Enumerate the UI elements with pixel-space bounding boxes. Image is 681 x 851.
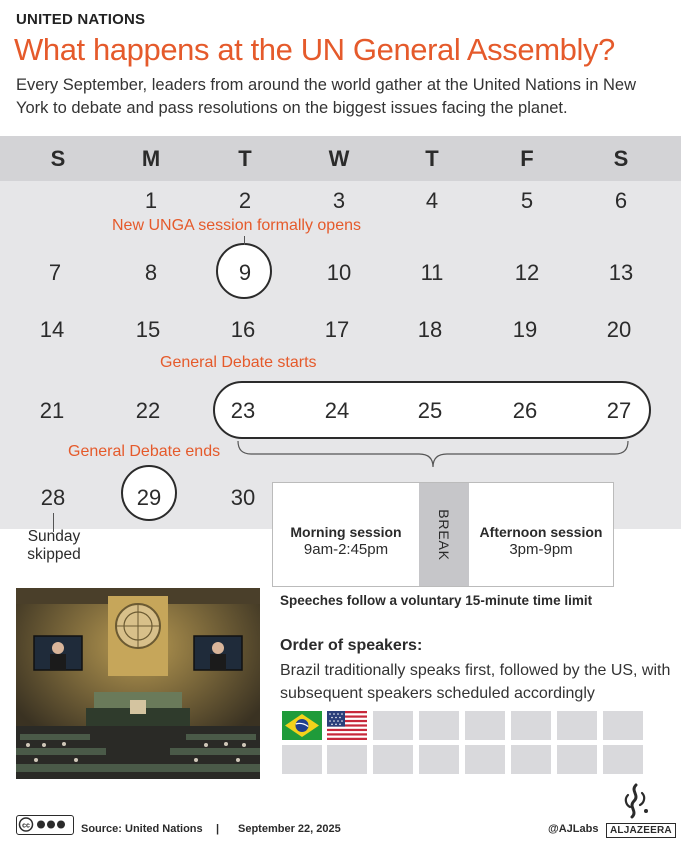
afternoon-session-title: Afternoon session <box>479 524 603 540</box>
day-20: 20 <box>606 317 632 342</box>
day-11: 11 <box>420 260 444 285</box>
break-label: BREAK <box>436 508 452 561</box>
speaker-slot <box>511 745 551 774</box>
kicker: UNITED NATIONS <box>16 11 146 28</box>
day-14: 14 <box>39 317 65 342</box>
session-schedule <box>272 482 614 587</box>
ajlabs-handle: @AJLabs <box>548 823 599 835</box>
calendar-weekday-header <box>0 136 681 181</box>
afternoon-session-time: 3pm-9pm <box>509 541 573 558</box>
weekday-monday: M <box>141 146 161 171</box>
day-24: 24 <box>324 398 350 423</box>
day-25: 25 <box>417 398 443 423</box>
subtitle: Every September, leaders from around the world gather at the United Nations in New York to debate and pass resolutions on the biggest issues facing the planet. <box>16 76 636 117</box>
day-8: 8 <box>144 260 158 285</box>
footer-separator: | <box>216 823 220 835</box>
speaker-slot <box>327 745 367 774</box>
day-1: 1 <box>144 188 158 213</box>
annotation-session-opens: New UNGA session formally opens <box>112 217 361 234</box>
day-3: 3 <box>332 188 346 213</box>
speaker-slot <box>419 745 459 774</box>
speaker-slot <box>419 711 459 740</box>
speaker-slot <box>511 711 551 740</box>
sunday-skipped-note: Sunday skipped <box>27 528 81 563</box>
calendar <box>0 136 681 529</box>
publish-date: September 22, 2025 <box>238 823 341 835</box>
us-flag-icon <box>327 711 367 740</box>
morning-session <box>273 523 419 559</box>
day-18: 18 <box>417 317 443 342</box>
weekday-friday: F <box>520 146 534 171</box>
order-of-speakers-text: Brazil traditionally speaks first, followed by the US, with subsequent speakers scheduled accordingly <box>280 662 671 702</box>
day-27: 27 <box>606 398 632 423</box>
day-12: 12 <box>514 260 540 285</box>
page-title: What happens at the UN General Assembly? <box>14 32 615 67</box>
day-10: 10 <box>326 260 352 285</box>
day-6: 6 <box>614 188 628 213</box>
aljazeera-logo-icon <box>606 783 664 819</box>
afternoon-session <box>469 523 613 559</box>
opens-pointer-line <box>244 236 245 245</box>
day-30: 30 <box>230 485 256 510</box>
annotation-debate-starts: General Debate starts <box>160 354 317 371</box>
debate-week-brace <box>237 440 629 470</box>
morning-session-title: Morning session <box>290 524 402 540</box>
aljazeera-brand: ALJAZEERA <box>606 823 676 838</box>
svg-text:cc: cc <box>22 822 30 830</box>
break-column <box>419 483 469 586</box>
day-7: 7 <box>48 260 62 285</box>
day-28: 28 <box>40 485 66 510</box>
speaker-slot <box>373 745 413 774</box>
annotation-debate-ends: General Debate ends <box>68 443 221 460</box>
day-5: 5 <box>520 188 534 213</box>
brazil-flag-icon <box>282 711 322 740</box>
time-limit-note: Speeches follow a voluntary 15-minute time limit <box>280 593 593 608</box>
assembly-hall-photo <box>16 588 260 779</box>
speaker-slot <box>465 745 505 774</box>
weekday-sunday: S <box>50 146 66 171</box>
weekday-thursday: T <box>425 146 439 171</box>
sunday-pointer-line <box>53 513 54 529</box>
day-2: 2 <box>238 188 252 213</box>
day-15: 15 <box>135 317 161 342</box>
weekday-tuesday: T <box>238 146 252 171</box>
weekday-wednesday: W <box>328 146 350 171</box>
speaker-slot <box>373 711 413 740</box>
day-23: 23 <box>230 398 256 423</box>
speaker-slot <box>465 711 505 740</box>
speaker-slot <box>282 745 322 774</box>
day-19: 19 <box>512 317 538 342</box>
morning-session-time: 9am-2:45pm <box>303 541 389 558</box>
day-9: 9 <box>238 260 252 285</box>
creative-commons-icon <box>16 815 74 835</box>
speaker-slot <box>603 711 643 740</box>
source-credit: Source: United Nations <box>81 823 203 835</box>
day-22: 22 <box>135 398 161 423</box>
weekday-saturday: S <box>613 146 629 171</box>
speaker-slot <box>557 745 597 774</box>
day-21: 21 <box>39 398 65 423</box>
speaker-slot <box>603 745 643 774</box>
day-26: 26 <box>512 398 538 423</box>
day-16: 16 <box>230 317 256 342</box>
day-29: 29 <box>136 485 162 510</box>
day-13: 13 <box>608 260 634 285</box>
order-of-speakers-title: Order of speakers: <box>280 637 423 654</box>
day-17: 17 <box>324 317 350 342</box>
day-4: 4 <box>425 188 439 213</box>
speaker-slot <box>557 711 597 740</box>
